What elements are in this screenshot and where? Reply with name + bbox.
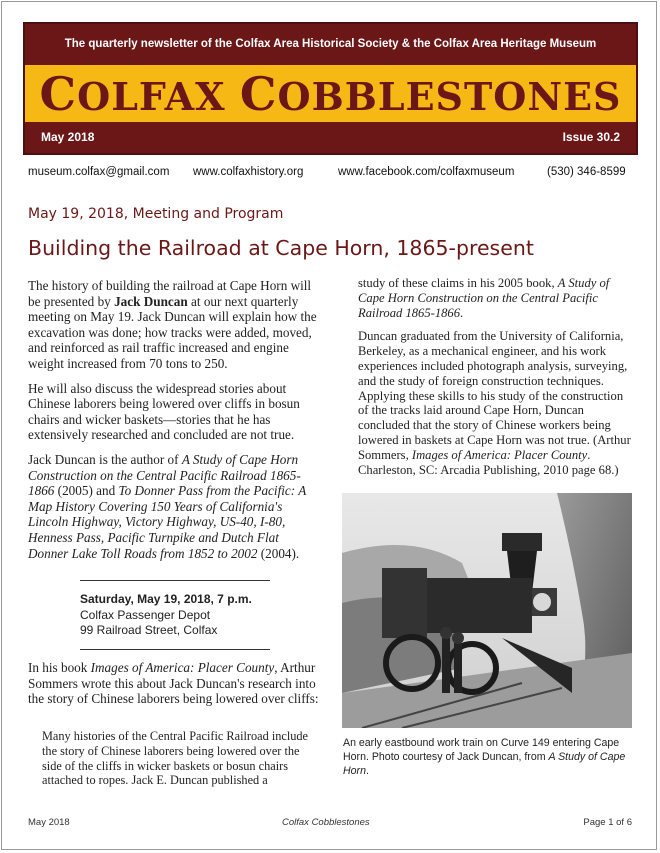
event-datetime: Saturday, May 19, 2018, 7 p.m.	[80, 592, 252, 606]
event-venue: Colfax Passenger Depot	[80, 607, 211, 622]
footer-date: May 2018	[28, 817, 70, 828]
email-link[interactable]: museum.colfax@gmail.com	[28, 166, 170, 178]
event-details	[80, 580, 270, 650]
masthead-tagline: The quarterly newsletter of the Colfax Area Historical Society & the Colfax Area Heritage Museum	[25, 24, 636, 65]
event-address: 99 Railroad Street, Colfax	[80, 623, 218, 638]
phone-number: (530) 346-8599	[547, 166, 626, 178]
website-link[interactable]: www.colfaxhistory.org	[193, 166, 304, 178]
facebook-link[interactable]: www.facebook.com/colfaxmuseum	[338, 166, 515, 178]
newsletter-title: COLFAX COBBLESTONES	[25, 65, 636, 122]
paragraph-discussion: He will also discuss the widespread stories about Chinese laborers being lowered over cliffs in bosun chairs and wicker baskets—stories that he has extensively researched and concluded are not true.	[28, 380, 300, 443]
paragraph-duncan-bio: Duncan graduated from the University of California, Berkeley, as a mechanical engineer, and his work experiences included photograph analysis, surveying, and the study of foreign construction techniques. Applying these skills to his study of the construction of the tracks laid around Cape Horn, Duncan concluded that the story of Chinese workers being lowered in baskets at Cape Horn was not true. (Arthur Sommers, Images of America: Placer County. Charleston, SC: Arcadia Publishing, 2010 page 68.)	[358, 329, 631, 477]
article-column-right	[358, 276, 632, 486]
block-quote: Many histories of the Central Pacific Railroad include the story of Chinese laborers being lowered over the side of the cliffs in wicker baskets or bosun chairs attached to ropes. Jack E. Duncan published a	[42, 729, 309, 788]
page-number: Page 1 of 6	[583, 817, 632, 828]
article-kicker: May 19, 2018, Meeting and Program	[28, 206, 284, 222]
paragraph-intro: The history of building the railroad at Cape Horn will be presented by Jack Duncan at our next quarterly meeting on May 19. Jack Duncan will explain how the excavation was done; how tracks were added, moved, and reinforced as rail traffic increased and engine weight increased from 70 tons to 250.	[28, 278, 317, 371]
footer-title: Colfax Cobblestones	[282, 817, 370, 828]
paragraph-sommers: In his book Images of America: Placer County, Arthur Sommers wrote this about Jack Duncan's research into the story of Chinese laborers being lowered over cliffs:	[28, 660, 319, 707]
quote-continuation: study of these claims in his 2005 book, A Study of Cape Horn Construction on the Central Pacific Railroad 1865-1866.	[358, 276, 610, 320]
issue-number: Issue 30.2	[562, 130, 620, 144]
photo-caption: An early eastbound work train on Curve 149 entering Cape Horn. Photo courtesy of Jack Duncan, from A Study of Cape Horn.	[343, 737, 626, 777]
paragraph-author: Jack Duncan is the author of A Study of Cape Horn Construction on the Central Pacific Railroad 1865-1866 (2005) and To Donner Pass from the Pacific: A Map History Covering 150 Years of California's Lincoln Highway, Victory Highway, US-40, I-80, Henness Pass, Pacific Turnpike and Dutch Flat Donner Lake Toll Roads from 1852 to 2002 (2004).	[28, 451, 307, 561]
masthead-issue-bar	[25, 122, 636, 153]
article-column-left	[28, 278, 320, 570]
issue-date: May 2018	[41, 130, 95, 144]
article-headline: Building the Railroad at Cape Horn, 1865-present	[28, 236, 534, 260]
masthead	[23, 22, 638, 155]
train-photo	[342, 493, 632, 728]
